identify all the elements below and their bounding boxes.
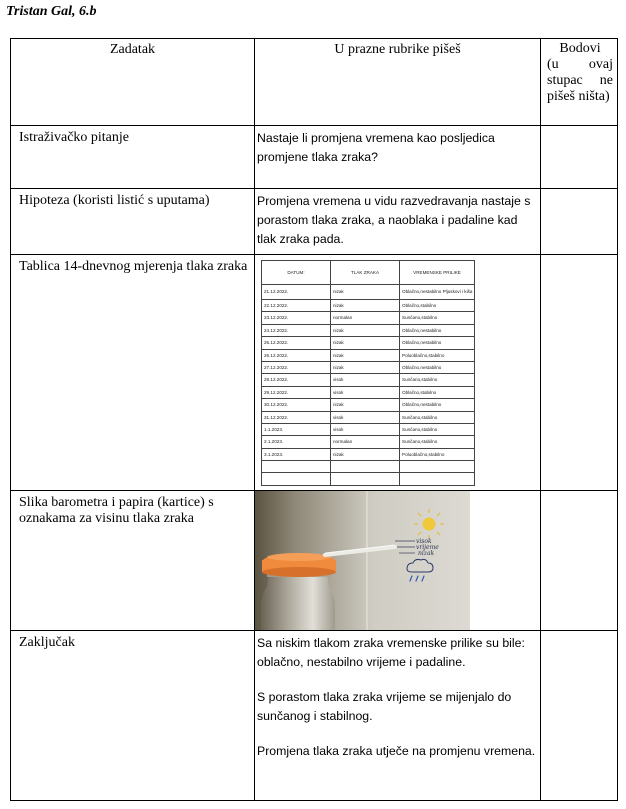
conclusion-row bbox=[11, 631, 618, 801]
pressure-log-row bbox=[262, 300, 475, 312]
pressure-cell: normalan bbox=[331, 436, 400, 448]
date-cell: 25.12.2022. bbox=[262, 337, 331, 349]
conclusion-paragraph-2: S porastom tlaka zraka vrijeme se mijenjalo do sunčanog i stabilnog. bbox=[257, 690, 512, 723]
pressure-log-row bbox=[262, 324, 475, 336]
weather-cell: Sunčano,stabilno bbox=[400, 374, 475, 386]
header-points bbox=[541, 39, 618, 126]
header-fill-in: U prazne rubrike pišeš bbox=[255, 39, 541, 126]
conclusion-answer[interactable] bbox=[255, 631, 541, 801]
barometer-photo bbox=[255, 491, 470, 630]
pressure-cell: nizak bbox=[331, 349, 400, 361]
conclusion-paragraph-1: Sa niskim tlakom zraka vremenske prilike su bile: oblačno, nestabilno vrijeme i padaline. bbox=[257, 636, 525, 669]
col-date: DATUM: bbox=[262, 261, 331, 285]
empty-cell bbox=[400, 461, 475, 473]
pressure-log-row bbox=[262, 349, 475, 361]
card-label-weather: vrijeme bbox=[416, 544, 439, 551]
pressure-log-row bbox=[262, 374, 475, 386]
date-cell: 3.1.2023. bbox=[262, 448, 331, 460]
pressure-cell: nizak bbox=[331, 361, 400, 373]
question-points bbox=[541, 126, 618, 189]
weather-cell: Sunčano,stabilno bbox=[400, 436, 475, 448]
pressure-cell: nizak bbox=[331, 300, 400, 312]
weather-cell: Oblačno,nestabilno bbox=[400, 337, 475, 349]
col-pressure: TLAK ZRAKA bbox=[331, 261, 400, 285]
weather-cell: Oblačno,stabilno bbox=[400, 300, 475, 312]
pressure-log-row bbox=[262, 448, 475, 460]
question-answer[interactable]: Nastaje li promjena vremena kao posljedica promjene tlaka zraka? bbox=[255, 126, 541, 189]
jar-shape bbox=[261, 573, 335, 630]
card-label-low: nizak bbox=[418, 550, 435, 557]
pressure-log-row bbox=[262, 361, 475, 373]
hypothesis-row bbox=[11, 189, 618, 255]
hypothesis-label: Hipoteza (koristi listić s uputama) bbox=[11, 189, 255, 255]
pressure-cell: nizak bbox=[331, 285, 400, 300]
col-weather: VREMENSKE PRILIKE bbox=[400, 261, 475, 285]
pressure-log-empty-row bbox=[262, 473, 475, 485]
question-row bbox=[11, 126, 618, 189]
barometer-row bbox=[11, 491, 618, 631]
card-label-high: visok bbox=[416, 538, 432, 545]
date-cell: 1.1.2023. bbox=[262, 423, 331, 435]
empty-cell bbox=[262, 461, 331, 473]
barometer-label: Slika barometra i papira (kartice) s oznakama za visinu tlaka zraka bbox=[11, 491, 255, 631]
empty-cell bbox=[331, 461, 400, 473]
pressure-log-empty-row bbox=[262, 461, 475, 473]
measurements-points bbox=[541, 255, 618, 491]
pressure-cell: visok bbox=[331, 423, 400, 435]
weather-cell: Oblačno,nestabilno bbox=[400, 324, 475, 336]
pressure-log-header bbox=[262, 261, 475, 285]
points-title: Bodovi bbox=[559, 41, 601, 56]
pressure-log-row bbox=[262, 285, 475, 300]
pressure-log-table bbox=[261, 260, 475, 486]
measurements-row bbox=[11, 255, 618, 491]
weather-cell: Poluoblačno,stabilno bbox=[400, 448, 475, 460]
weather-cell: Oblačno,stabilno bbox=[400, 386, 475, 398]
pressure-log-row bbox=[262, 423, 475, 435]
hypothesis-answer[interactable]: Promjena vremena u vidu razvedravanja nastaje s porastom tlaka zraka, a naoblaka i padaline kad tlak zraka pada. bbox=[255, 189, 541, 255]
pressure-log-row bbox=[262, 337, 475, 349]
pressure-log-row bbox=[262, 312, 475, 324]
pressure-cell: nizak bbox=[331, 337, 400, 349]
date-cell: 23.12.2022. bbox=[262, 312, 331, 324]
header-task: Zadatak bbox=[11, 39, 255, 126]
experiment-worksheet-table bbox=[10, 38, 618, 801]
date-cell: 24.12.2022. bbox=[262, 324, 331, 336]
weather-cell: Sunčano,stabilno bbox=[400, 312, 475, 324]
pressure-cell: nizak bbox=[331, 324, 400, 336]
hypothesis-points bbox=[541, 189, 618, 255]
empty-cell bbox=[331, 473, 400, 485]
conclusion-paragraph-3: Promjena tlaka zraka utječe na promjenu vremena. bbox=[257, 744, 536, 758]
measurements-label: Tablica 14-dnevnog mjerenja tlaka zraka bbox=[11, 255, 255, 491]
pressure-cell: nizak bbox=[331, 448, 400, 460]
weather-cell: Oblačno,nestabilno Pljuskovi i kiša bbox=[400, 285, 475, 300]
question-label: Istraživačko pitanje bbox=[11, 126, 255, 189]
date-cell: 29.12.2022. bbox=[262, 386, 331, 398]
pressure-cell: visok bbox=[331, 374, 400, 386]
date-cell: 30.12.2022. bbox=[262, 399, 331, 411]
header-row bbox=[11, 39, 618, 126]
barometer-points bbox=[541, 491, 618, 631]
conclusion-label: Zaključak bbox=[11, 631, 255, 801]
date-cell: 31.12.2022. bbox=[262, 411, 331, 423]
pressure-log-row bbox=[262, 436, 475, 448]
empty-cell bbox=[400, 473, 475, 485]
conclusion-points bbox=[541, 631, 618, 801]
weather-cell: Oblačno,nestabilno bbox=[400, 361, 475, 373]
weather-cell: Sunčano,stabilno bbox=[400, 411, 475, 423]
pressure-cell: visok bbox=[331, 411, 400, 423]
weather-cell: Oblačno,nestabilno bbox=[400, 399, 475, 411]
pressure-log-row bbox=[262, 399, 475, 411]
date-cell: 2.1.2023. bbox=[262, 436, 331, 448]
pressure-cell: nizak bbox=[331, 399, 400, 411]
empty-cell bbox=[262, 473, 331, 485]
date-cell: 21.12.2022. bbox=[262, 285, 331, 300]
points-note: (u ovaj stupac ne pišeš ništa) bbox=[547, 57, 613, 104]
pressure-log-row bbox=[262, 411, 475, 423]
pressure-log-row bbox=[262, 386, 475, 398]
date-cell: 22.12.2022. bbox=[262, 300, 331, 312]
date-cell: 28.12.2022. bbox=[262, 374, 331, 386]
author-name: Tristan Gal, 6.b bbox=[6, 4, 97, 19]
date-cell: 26.12.2022. bbox=[262, 349, 331, 361]
measurements-cell bbox=[255, 255, 541, 491]
barometer-photo-cell bbox=[255, 491, 541, 631]
weather-cell: Sunčano,stabilno bbox=[400, 423, 475, 435]
weather-cell: Poluoblačno,stabilno bbox=[400, 349, 475, 361]
date-cell: 27.12.2022. bbox=[262, 361, 331, 373]
pressure-cell: visok bbox=[331, 386, 400, 398]
pressure-cell: normalan bbox=[331, 312, 400, 324]
